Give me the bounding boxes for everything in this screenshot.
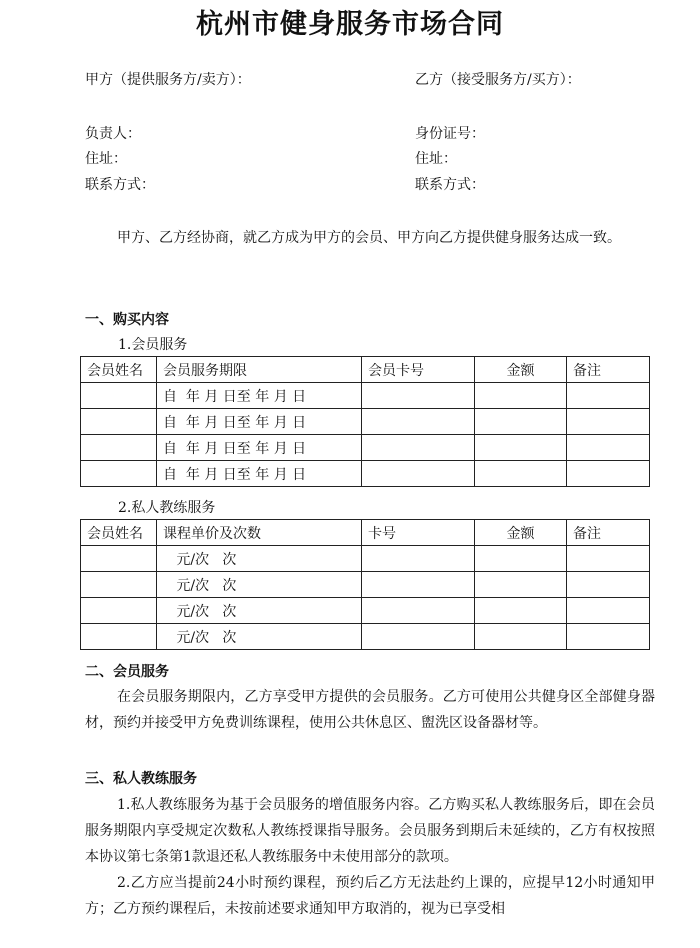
membership-subheading: 1.会员服务 xyxy=(118,337,188,353)
party-a-label: 甲方（提供服务方/卖方）： xyxy=(85,72,251,88)
cell-remarks[interactable] xyxy=(567,435,650,461)
address-a-label: 住址： xyxy=(85,151,127,167)
table-row xyxy=(81,572,650,598)
header-service-period: 会员服务期限 xyxy=(157,357,362,383)
section3-heading: 三、私人教练服务 xyxy=(85,771,197,787)
table-header-row xyxy=(81,520,650,546)
table-row xyxy=(81,409,650,435)
cell-amount[interactable] xyxy=(475,383,567,409)
cell-card-number[interactable] xyxy=(362,598,475,624)
cell-amount[interactable] xyxy=(475,409,567,435)
header-member-name: 会员姓名 xyxy=(81,357,157,383)
table-row xyxy=(81,624,650,650)
intro-paragraph xyxy=(85,225,655,251)
cell-amount[interactable] xyxy=(475,572,567,598)
table-row xyxy=(81,383,650,409)
cell-member-name[interactable] xyxy=(81,383,157,409)
cell-price-and-sessions[interactable]: 元/次 次 xyxy=(157,572,362,598)
cell-remarks[interactable] xyxy=(567,572,650,598)
cell-service-period[interactable]: 自 年 月 日至 年 月 日 xyxy=(157,383,362,409)
cell-remarks[interactable] xyxy=(567,624,650,650)
contract-title: 杭州市健身服务市场合同 xyxy=(196,9,504,40)
cell-amount[interactable] xyxy=(475,461,567,487)
party-b-label: 乙方（接受服务方/买方）： xyxy=(415,72,581,88)
table-row xyxy=(81,435,650,461)
intro-text: 甲方、乙方经协商，就乙方成为甲方的会员、甲方向乙方提供健身服务达成一致。 xyxy=(117,230,621,246)
cell-price-and-sessions[interactable]: 元/次 次 xyxy=(157,598,362,624)
cell-member-name[interactable] xyxy=(81,435,157,461)
membership-table xyxy=(80,356,650,487)
table-row xyxy=(81,598,650,624)
header-amount: 金额 xyxy=(475,520,567,546)
section1-heading: 一、购买内容 xyxy=(85,312,169,328)
header-card-number: 卡号 xyxy=(362,520,475,546)
header-remarks: 备注 xyxy=(567,520,650,546)
cell-card-number[interactable] xyxy=(362,435,475,461)
cell-card-number[interactable] xyxy=(362,624,475,650)
header-price-and-sessions: 课程单价及次数 xyxy=(157,520,362,546)
personal-training-subheading: 2.私人教练服务 xyxy=(118,500,216,516)
cell-price-and-sessions[interactable]: 元/次 次 xyxy=(157,546,362,572)
address-b-label: 住址： xyxy=(415,151,457,167)
section2-paragraph xyxy=(85,684,655,736)
cell-service-period[interactable]: 自 年 月 日至 年 月 日 xyxy=(157,409,362,435)
cell-service-period[interactable]: 自 年 月 日至 年 月 日 xyxy=(157,435,362,461)
section2-body: 在会员服务期限内，乙方享受甲方提供的会员服务。乙方可使用公共健身区全部健身器材，预约并接受甲方免费训练课程，使用公共休息区、盥洗区设备器材等。 xyxy=(85,689,655,731)
header-remarks: 备注 xyxy=(567,357,650,383)
cell-member-name[interactable] xyxy=(81,546,157,572)
cell-service-period[interactable]: 自 年 月 日至 年 月 日 xyxy=(157,461,362,487)
contact-b-label: 联系方式： xyxy=(415,177,485,193)
header-member-name: 会员姓名 xyxy=(81,520,157,546)
cell-remarks[interactable] xyxy=(567,461,650,487)
cell-member-name[interactable] xyxy=(81,409,157,435)
cell-card-number[interactable] xyxy=(362,409,475,435)
section3-clause-1: 1.私人教练服务为基于会员服务的增值服务内容。乙方购买私人教练服务后，即在会员服务期限内享受规定次数私人教练授课指导服务。会员服务到期后未延续的，乙方有权按照本协议第七条第1款退还私人教练服务中未使用部分的款项。 xyxy=(85,797,655,865)
header-amount: 金额 xyxy=(475,357,567,383)
cell-remarks[interactable] xyxy=(567,598,650,624)
cell-member-name[interactable] xyxy=(81,598,157,624)
cell-member-name[interactable] xyxy=(81,572,157,598)
cell-amount[interactable] xyxy=(475,624,567,650)
cell-member-name[interactable] xyxy=(81,461,157,487)
cell-card-number[interactable] xyxy=(362,546,475,572)
table-header-row xyxy=(81,357,650,383)
section3-clause-2: 2.乙方应当提前24小时预约课程，预约后乙方无法赴约上课的，应提早12小时通知甲方；乙方预约课程后，未按前述要求通知甲方取消的，视为已享受相 xyxy=(85,875,655,917)
cell-remarks[interactable] xyxy=(567,383,650,409)
header-card-number: 会员卡号 xyxy=(362,357,475,383)
cell-card-number[interactable] xyxy=(362,383,475,409)
section2-heading: 二、会员服务 xyxy=(85,664,169,680)
responsible-person-label: 负责人： xyxy=(85,126,141,142)
cell-amount[interactable] xyxy=(475,435,567,461)
personal-training-table xyxy=(80,519,650,650)
cell-member-name[interactable] xyxy=(81,624,157,650)
cell-card-number[interactable] xyxy=(362,461,475,487)
table-row xyxy=(81,546,650,572)
cell-amount[interactable] xyxy=(475,598,567,624)
cell-remarks[interactable] xyxy=(567,546,650,572)
cell-card-number[interactable] xyxy=(362,572,475,598)
id-number-label: 身份证号： xyxy=(415,126,485,142)
contact-a-label: 联系方式： xyxy=(85,177,155,193)
table-row xyxy=(81,461,650,487)
cell-price-and-sessions[interactable]: 元/次 次 xyxy=(157,624,362,650)
cell-remarks[interactable] xyxy=(567,409,650,435)
cell-amount[interactable] xyxy=(475,546,567,572)
section3-paragraphs xyxy=(85,792,655,922)
